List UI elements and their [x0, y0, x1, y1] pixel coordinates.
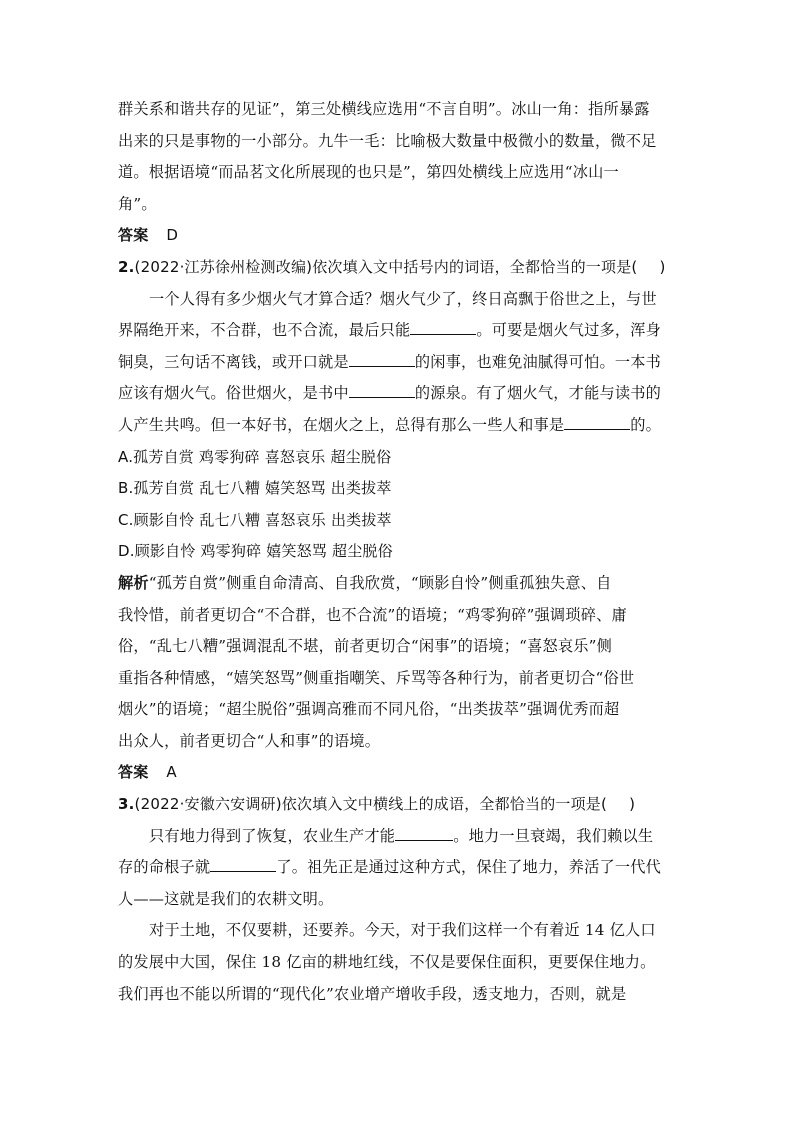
- passage-text: 人——这就是我们的农耕文明。: [118, 889, 334, 908]
- prev-analysis-line: 道。根据语境“而品茗文化所展现的也只是”，第四处横线上应选用“冰山一: [118, 163, 619, 182]
- analysis-text: “孤芳自赏”侧重自命清高、自我欣赏，“顾影自怜”侧重孤独失意、自: [148, 573, 612, 592]
- prev-analysis-line: 角”。: [118, 194, 157, 213]
- question-stem-close: ): [629, 795, 636, 814]
- passage-line: [118, 821, 674, 853]
- passage-line: [118, 378, 674, 410]
- analysis-line: 重指各种情感，“嬉笑怒骂”侧重指嘲笑、斥骂等各种行为，前者更切合“俗世: [118, 668, 635, 687]
- passage-text: 对于土地，不仅要耕，还要养。今天，对于我们这样一个有着近 14 亿人口: [149, 921, 656, 940]
- passage-line: [118, 979, 674, 1011]
- passage-text: 的发展中大国，保住 18 亿亩的耕地红线，不仅是要保住面积，更要保住地力。: [118, 953, 656, 972]
- prev-analysis-line: 出来的只是事物的一小部分。九牛一毛：比喻极大数量中极微小的数量，微不足: [118, 131, 657, 150]
- passage-text: 的闲事，也难免油腻得可怕。一本书: [414, 352, 662, 371]
- option-c: C.顾影自怜 乱七八糟 喜怒哀乐 出类拔萃: [118, 510, 392, 529]
- passage-text: 应该有烟火气。俗世烟火，是书中: [118, 384, 349, 403]
- analysis-line: 出众人，前者更切合“人和事”的语境。: [118, 731, 381, 750]
- passage-text: 了。祖先正是通过这种方式，保住了地力，养活了一代代: [276, 858, 662, 877]
- question-number: 3.: [118, 795, 135, 814]
- prev-answer: [118, 220, 674, 252]
- question-stem-text: (2022·安徽六安调研)依次填入文中横线上的成语，全都恰当的一项是(: [134, 795, 608, 814]
- question-number: 2.: [118, 257, 135, 276]
- question-stem-close: ): [659, 257, 666, 276]
- passage-text: 存的命根子就: [118, 858, 211, 877]
- blank-line: [395, 828, 453, 841]
- analysis-line: 俗，“乱七八糟”强调混乱不堪，前者更切合“闲事”的语境；“喜怒哀乐”侧: [118, 637, 613, 656]
- option-d: D.顾影自怜 鸡零狗碎 嬉笑怒骂 超尘脱俗: [118, 542, 393, 561]
- blank-line: [210, 859, 276, 872]
- answer-value: D: [166, 226, 179, 245]
- passage-line: [118, 915, 674, 947]
- passage-line: [118, 410, 674, 442]
- question-2-answer: [118, 757, 674, 789]
- passage-line: [118, 884, 674, 916]
- answer-value: A: [166, 763, 177, 782]
- blank-line: [564, 417, 630, 430]
- passage-line: [118, 852, 674, 884]
- question-3-stem: [118, 789, 674, 821]
- passage-text: 我们再也不能以所谓的“现代化”农业增产增收手段，透支地力，否则，就是: [118, 984, 627, 1003]
- question-stem-text: (2022·江苏徐州检测改编)依次填入文中括号内的词语，全都恰当的一项是(: [134, 257, 638, 276]
- answer-label: 答案: [118, 763, 149, 782]
- analysis-line: 我怜惜，前者更切合“不合群，也不合流”的语境；“鸡零狗碎”强调琐碎、庸: [118, 605, 627, 624]
- blank-line: [349, 354, 415, 367]
- passage-text: 一个人得有多少烟火气才算合适？烟火气少了，终日高飘于俗世之上，与世: [149, 289, 657, 308]
- passage-text: 的源泉。有了烟火气，才能与读书的: [414, 384, 662, 403]
- passage-text: 。地力一旦衰竭，我们赖以生: [453, 826, 654, 845]
- answer-label: 答案: [118, 226, 149, 245]
- passage-line: [118, 347, 674, 379]
- blank-line: [410, 322, 476, 335]
- passage-line: [118, 947, 674, 979]
- analysis-line: [118, 568, 674, 600]
- passage-text: 。可要是烟火气过多，浑身: [476, 321, 662, 340]
- question-2-stem: [118, 252, 674, 284]
- passage-line: [118, 315, 674, 347]
- prev-analysis-line: 群关系和谐共存的见证”，第三处横线应选用“不言自明”。冰山一角：指所暴露: [118, 100, 650, 118]
- passage-line: [118, 284, 674, 316]
- passage-text: 铜臭，三句话不离钱，或开口就是: [118, 352, 349, 371]
- option-a: A.孤芳自赏 鸡零狗碎 喜怒哀乐 超尘脱俗: [118, 447, 392, 466]
- option-b: B.孤芳自赏 乱七八糟 嬉笑怒骂 出类拔萃: [118, 479, 392, 498]
- analysis-label: 解析: [118, 573, 149, 592]
- analysis-line: 烟火”的语境；“超尘脱俗”强调高雅而不同凡俗，“出类拔萃”强调优秀而超: [118, 700, 620, 719]
- passage-text: 的。: [630, 415, 662, 434]
- passage-text: 人产生共鸣。但一本好书，在烟火之上，总得有那么一些人和事是: [118, 415, 565, 434]
- passage-text: 界隔绝开来，不合群，也不合流，最后只能: [118, 321, 411, 340]
- passage-text: 只有地力得到了恢复，农业生产才能: [149, 826, 396, 845]
- blank-line: [349, 385, 415, 398]
- page-content: [118, 94, 674, 1010]
